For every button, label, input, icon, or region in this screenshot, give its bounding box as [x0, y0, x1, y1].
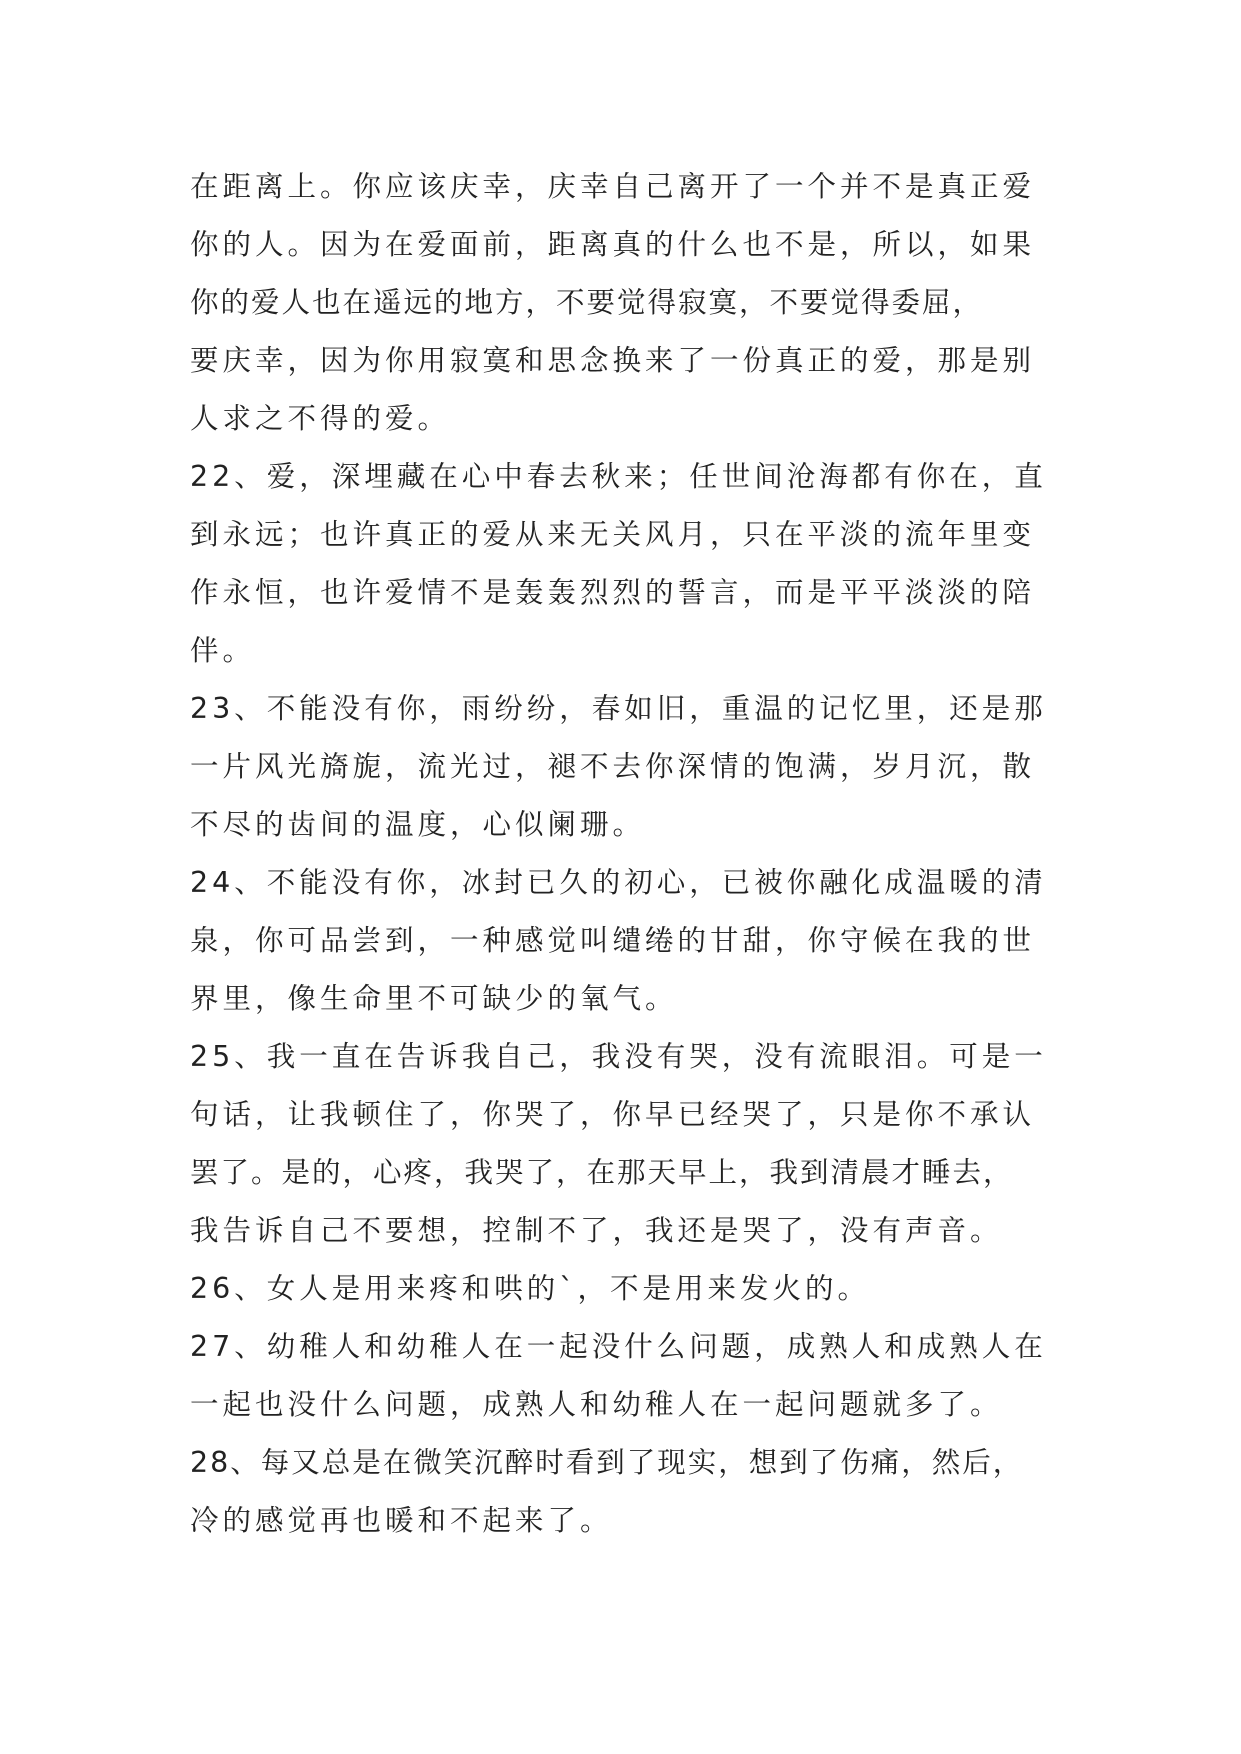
paragraph-28-line: 28、每又总是在微笑沉醉时看到了现实，想到了伤痛，然后，: [190, 1446, 1024, 1479]
text-line: 到永远；也许真正的爱从来无关风月，只在平淡的流年里变: [190, 518, 1036, 551]
text-line: 你的爱人也在遥远的地方，不要觉得寂寞，不要觉得委屈，: [190, 286, 984, 319]
text-line: 句话，让我顿住了，你哭了，你早已经哭了，只是你不承认: [190, 1098, 1036, 1131]
text-line: 要庆幸，因为你用寂寞和思念换来了一份真正的爱，那是别: [190, 344, 1036, 377]
paragraph-23-line: 23、不能没有你，雨纷纷，春如旧，重温的记忆里，还是那: [190, 692, 1047, 725]
text-line: 不尽的齿间的温度，心似阑珊。: [190, 808, 646, 841]
text-line: 界里，像生命里不可缺少的氧气。: [190, 982, 678, 1015]
text-line: 一起也没什么问题，成熟人和幼稚人在一起问题就多了。: [190, 1388, 1003, 1421]
text-line: 作永恒，也许爱情不是轰轰烈烈的誓言，而是平平淡淡的陪: [190, 576, 1036, 609]
document-body: [190, 158, 1070, 1550]
text-line: 泉，你可品尝到，一种感觉叫缱绻的甘甜，你守候在我的世: [190, 924, 1036, 957]
text-line: 人求之不得的爱。: [190, 402, 451, 435]
paragraph-22-line: 22、爱，深埋藏在心中春去秋来；任世间沧海都有你在，直: [190, 460, 1047, 493]
text-line: 罢了。是的，心疼，我哭了，在那天早上，我到清晨才睡去，: [190, 1156, 1014, 1189]
paragraph-26-line: 26、女人是用来疼和哄的`，不是用来发火的。: [190, 1272, 871, 1305]
text-line: 你的人。因为在爱面前，距离真的什么也不是，所以，如果: [190, 228, 1036, 261]
paragraph-24-line: 24、不能没有你，冰封已久的初心，已被你融化成温暖的清: [190, 866, 1047, 899]
text-line: 冷的感觉再也暖和不起来了。: [190, 1504, 613, 1537]
text-line: 一片风光旖旎，流光过，褪不去你深情的饱满，岁月沉，散: [190, 750, 1036, 783]
text-line: 在距离上。你应该庆幸，庆幸自己离开了一个并不是真正爱: [190, 170, 1036, 203]
paragraph-25-line: 25、我一直在告诉我自己，我没有哭，没有流眼泪。可是一: [190, 1040, 1047, 1073]
text-line: 我告诉自己不要想，控制不了，我还是哭了，没有声音。: [190, 1214, 1003, 1247]
text-line: 伴。: [190, 634, 256, 667]
paragraph-27-line: 27、幼稚人和幼稚人在一起没什么问题，成熟人和成熟人在: [190, 1330, 1047, 1363]
